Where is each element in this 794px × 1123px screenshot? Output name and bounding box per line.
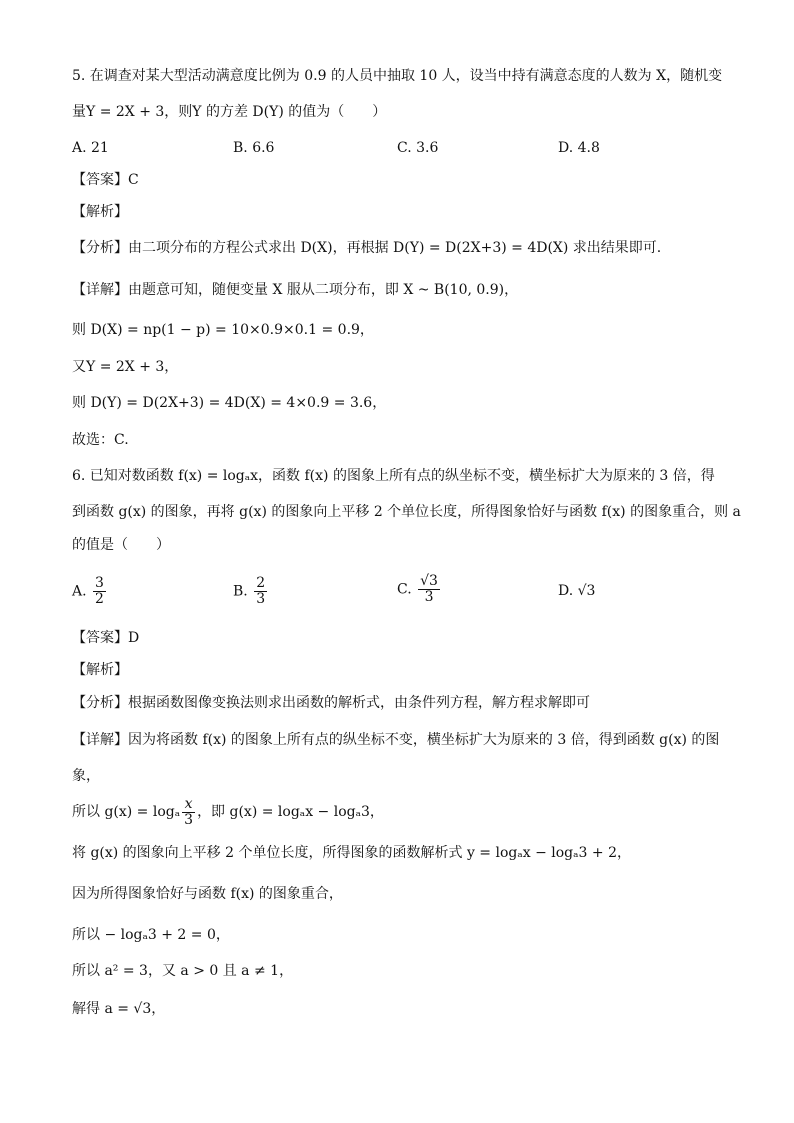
q6-option-d-label: D. <box>558 583 574 599</box>
q5-option-b: B. 6.6 <box>233 140 275 156</box>
q6-option-c <box>397 574 442 605</box>
q6-step4: 所以 − logₐ3 + 2 = 0， <box>72 927 230 943</box>
q6-xiangjie-line2: 象， <box>72 768 100 784</box>
q6-xiangjie-line1: 【详解】因为将函数 f(x) 的图象上所有点的纵坐标不变，横坐标扩大为原来的 3 倍，得到函数 g(x) 的图 <box>72 732 720 748</box>
q6-stem-line1: 6. 已知对数函数 f(x) = logₐx，函数 f(x) 的图象上所有点的纵坐标不变，横坐标扩大为原来的 3 倍，得 <box>72 468 715 484</box>
q5-options <box>72 140 722 170</box>
q6-option-d-value: √3 <box>577 583 596 599</box>
q6-option-b-label: B. <box>233 583 248 600</box>
q6-option-d <box>558 583 595 599</box>
q5-analysis-tag: 【解析】 <box>72 204 128 220</box>
q6-option-c-den: 3 <box>424 589 434 605</box>
q6-stem-line2: 到函数 g(x) 的图象，再将 g(x) 的图象向上平移 2 个单位长度，所得图象恰好与函数 f(x) 的图象重合，则 a <box>72 504 741 520</box>
q5-step1: 则 D(X) = np(1 − p) = 10×0.9×0.1 = 0.9， <box>72 322 374 338</box>
q6-step1-fraction <box>182 797 195 828</box>
q6-option-c-fraction <box>418 574 440 605</box>
q6-step1-den: 3 <box>184 811 194 828</box>
q6-step3: 因为所得图象恰好与函数 f(x) 的图象重合， <box>72 886 343 902</box>
q6-fenxi: 【分析】根据函数图像变换法则求出函数的解析式，由条件列方程，解方程求解即可 <box>72 695 590 711</box>
q6-option-a-den: 2 <box>95 591 104 607</box>
q6-answer: 【答案】D <box>72 630 140 646</box>
q5-step2: 又Y = 2X + 3， <box>72 359 179 375</box>
q6-step6: 解得 a = √3， <box>72 1001 166 1017</box>
q6-option-a-label: A. <box>72 583 87 600</box>
q6-option-a-num: 3 <box>95 575 104 591</box>
q6-step2: 将 g(x) 的图象向上平移 2 个单位长度，所得图象的函数解析式 y = logₐx − logₐ3 + 2， <box>72 845 631 861</box>
q6-option-b-den: 3 <box>256 591 266 607</box>
q6-option-b-fraction <box>254 576 267 607</box>
q6-option-b-num: 2 <box>256 575 266 591</box>
q6-option-a <box>72 576 108 607</box>
q6-step1-prefix: 所以 g(x) = logₐ <box>72 804 181 820</box>
q6-step1 <box>72 795 384 829</box>
q6-option-a-fraction <box>93 576 106 607</box>
q6-stem-line3: 的值是（ ） <box>72 537 170 553</box>
q5-fenxi: 【分析】由二项分布的方程公式求出 D(X)，再根据 D(Y) = D(2X+3) = 4D(X) 求出结果即可. <box>72 240 662 256</box>
q5-stem-line1: 5. 在调查对某大型活动满意度比例为 0.9 的人员中抽取 10 人，设当中持有满意态度的人数为 X，随机变 <box>72 68 723 84</box>
q6-option-c-label: C. <box>397 581 412 598</box>
q5-option-a: A. 21 <box>72 140 109 156</box>
q5-stem-line2: 量Y = 2X + 3，则Y 的方差 D(Y) 的值为（ ） <box>72 104 387 120</box>
q5-option-c: C. 3.6 <box>397 140 439 156</box>
q6-step1-suffix: ，即 g(x) = logₐx − logₐ3， <box>197 804 384 820</box>
q6-step1-num: x <box>184 795 193 812</box>
q5-answer: 【答案】C <box>72 172 139 188</box>
q6-option-c-num: √3 <box>420 573 438 589</box>
q6-step5: 所以 a² = 3，又 a > 0 且 a ≠ 1， <box>72 963 294 979</box>
q5-step3: 则 D(Y) = D(2X+3) = 4D(X) = 4×0.9 = 3.6， <box>72 395 387 411</box>
q5-conclusion: 故选：C. <box>72 432 129 448</box>
q6-option-b <box>233 576 269 607</box>
q5-option-d: D. 4.8 <box>558 140 600 156</box>
q6-analysis-tag: 【解析】 <box>72 662 128 678</box>
q5-xiangjie: 【详解】由题意可知，随便变量 X 服从二项分布，即 X ~ B(10, 0.9)， <box>72 282 519 298</box>
q6-options <box>72 574 722 612</box>
